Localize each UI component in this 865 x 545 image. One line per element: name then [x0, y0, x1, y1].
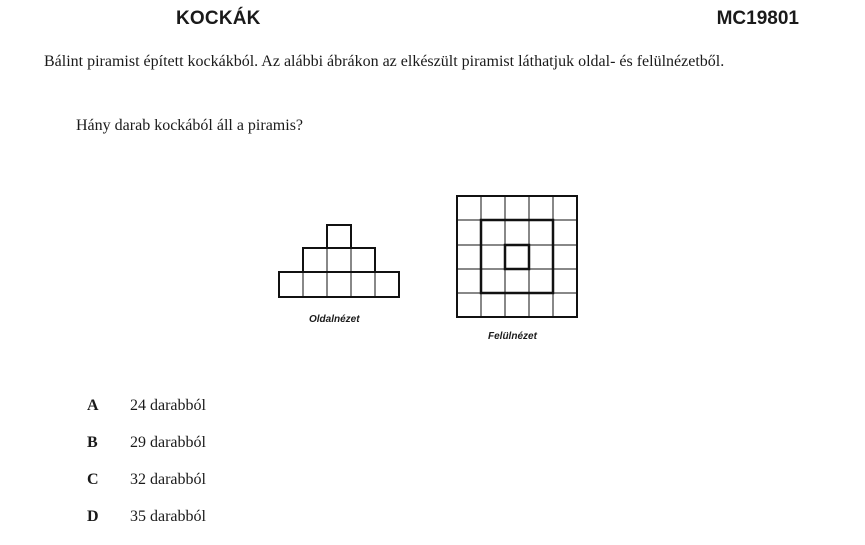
task-code: MC19801	[716, 8, 799, 29]
option-letter: C	[87, 471, 99, 488]
option-letter: A	[87, 397, 99, 414]
option-a[interactable]	[87, 397, 206, 434]
option-text: 24 darabból	[130, 397, 206, 414]
option-text: 32 darabból	[130, 471, 206, 488]
side-view-caption: Oldalnézet	[309, 314, 360, 325]
option-c[interactable]	[87, 471, 206, 508]
option-text: 29 darabból	[130, 434, 206, 451]
option-letter: D	[87, 508, 99, 525]
intro-text: Bálint piramist épített kockákból. Az alábbi ábrákon az elkészült piramist láthatjuk oldal- és felülnézetből.	[44, 53, 725, 70]
option-d[interactable]	[87, 508, 206, 545]
top-view-caption: Felülnézet	[488, 331, 537, 342]
option-b[interactable]	[87, 434, 206, 471]
answer-options	[87, 397, 206, 545]
side-view-drawing	[279, 225, 399, 297]
option-text: 35 darabból	[130, 508, 206, 525]
task-title: KOCKÁK	[176, 8, 261, 29]
question-text: Hány darab kockából áll a piramis?	[76, 117, 304, 134]
option-letter: B	[87, 434, 98, 451]
top-view-drawing	[457, 196, 577, 317]
